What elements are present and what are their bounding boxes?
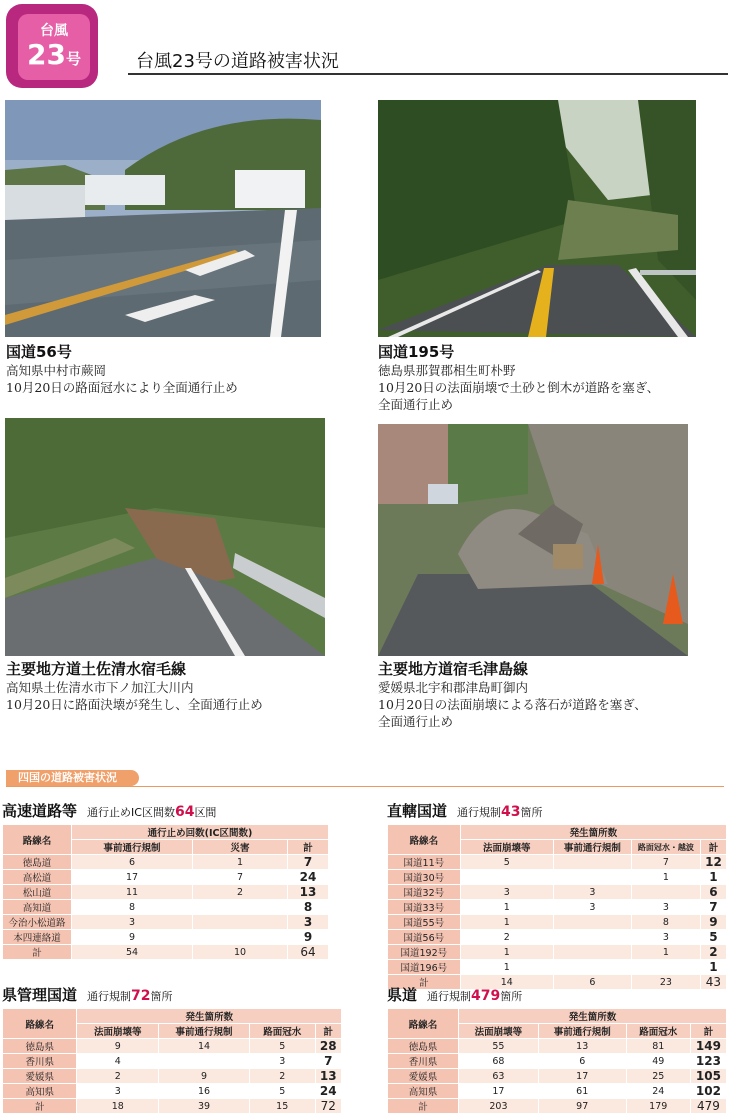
header-route: 路線名: [3, 825, 71, 854]
prefroad-heading: [387, 984, 727, 1005]
total-row: [3, 945, 328, 959]
cell-value: 54: [72, 945, 192, 959]
cell-value: 2: [193, 885, 287, 899]
cell-value: 7: [701, 900, 726, 914]
caption-route-name: 主要地方道宿毛津島線: [378, 660, 529, 678]
row-label: 香川県: [3, 1054, 76, 1068]
column-header: 災害: [193, 840, 287, 854]
note-number: 72: [131, 988, 151, 1004]
cell-value: 1: [701, 870, 726, 884]
note-pre: 通行規制: [427, 990, 472, 1003]
table-name: 高速道路等: [2, 802, 78, 820]
table-row: [3, 855, 328, 869]
caption-desc: 10月20日に路面決壊が発生し、全面通行止め: [6, 697, 263, 712]
total-row: [3, 1099, 341, 1113]
page-title: 台風23号の道路被害状況: [136, 51, 339, 72]
cell-value: 16: [159, 1084, 249, 1098]
cell-value: [632, 960, 700, 974]
caption-place: 徳島県那賀郡相生町朴野: [378, 363, 516, 378]
cell-value: 3: [288, 915, 328, 929]
row-label: 国道192号: [388, 945, 460, 959]
caption-desc-2: 全面通行止め: [378, 397, 454, 412]
prefmanaged-heading: [2, 984, 342, 1005]
cell-value: 3: [250, 1054, 315, 1068]
cell-value: 5: [250, 1039, 315, 1053]
table-row: [388, 1069, 726, 1083]
badge-top-text: 台風: [40, 23, 68, 39]
caption-route56: [6, 342, 326, 396]
table-row: [3, 930, 328, 944]
column-header: 法面崩壊等: [459, 1024, 538, 1038]
table-row: [388, 1084, 726, 1098]
column-header: 事前通行規制: [72, 840, 192, 854]
cell-value: 5: [250, 1084, 315, 1098]
note-number: 43: [501, 804, 521, 820]
cell-value: 7: [288, 855, 328, 869]
cell-value: 6: [701, 885, 726, 899]
table-note: [427, 990, 522, 1003]
cell-value: 17: [539, 1069, 626, 1083]
table-row: [3, 885, 328, 899]
caption-desc-2: 全面通行止め: [378, 714, 454, 729]
direct-heading: [387, 800, 727, 821]
photo-sukumo-tsushima: [378, 424, 688, 656]
row-label: 高松道: [3, 870, 71, 884]
cell-value: 12: [701, 855, 726, 869]
note-post: 箇所: [500, 990, 523, 1003]
column-header: 路面冠水: [250, 1024, 315, 1038]
cell-value: 13: [288, 885, 328, 899]
header-route: 路線名: [388, 1009, 458, 1038]
table-row: [3, 870, 328, 884]
cell-value: 3: [632, 930, 700, 944]
cell-value: [159, 1054, 249, 1068]
cell-value: [554, 945, 631, 959]
column-header: 路面冠水・越波: [632, 840, 700, 854]
cell-value: 1: [632, 945, 700, 959]
table-row: [388, 870, 726, 884]
caption-route-name: 国道195号: [378, 343, 455, 361]
row-label: 徳島県: [3, 1039, 76, 1053]
cell-value: 149: [691, 1039, 726, 1053]
prefmanaged-table: [2, 1008, 342, 1114]
cell-value: 479: [691, 1099, 726, 1113]
cell-value: 1: [461, 915, 553, 929]
badge-num-value: 23: [27, 38, 66, 71]
table-row: [3, 1054, 341, 1068]
prefroad-block: [387, 984, 727, 1114]
row-label: 高知県: [388, 1084, 458, 1098]
cell-value: 17: [72, 870, 192, 884]
caption-desc: 10月20日の法面崩壊による落石が道路を塞ぎ、: [378, 697, 647, 712]
cell-value: [193, 930, 287, 944]
photo-tosashimizu: [5, 418, 325, 656]
row-label: 計: [3, 945, 71, 959]
direct-table: [387, 824, 727, 990]
table-note: [457, 806, 542, 819]
table-row: [3, 1084, 341, 1098]
cell-value: 72: [316, 1099, 342, 1113]
cell-value: 14: [159, 1039, 249, 1053]
column-header: 法面崩壊等: [461, 840, 553, 854]
cell-value: [554, 855, 631, 869]
cell-value: 123: [691, 1054, 726, 1068]
row-label: 徳島道: [3, 855, 71, 869]
cell-value: 24: [316, 1084, 342, 1098]
cell-value: 3: [554, 885, 631, 899]
cell-value: 105: [691, 1069, 726, 1083]
cell-value: 13: [316, 1069, 342, 1083]
cell-value: 28: [316, 1039, 342, 1053]
row-label: 計: [3, 1099, 76, 1113]
table-row: [388, 945, 726, 959]
cell-value: [193, 900, 287, 914]
cell-value: 8: [632, 915, 700, 929]
column-header: 計: [701, 840, 726, 854]
cell-value: 64: [288, 945, 328, 959]
cell-value: [554, 870, 631, 884]
column-header: 事前通行規制: [554, 840, 631, 854]
cell-value: 14: [461, 975, 553, 989]
cell-value: 18: [77, 1099, 158, 1113]
cell-value: 2: [77, 1069, 158, 1083]
column-header: 計: [691, 1024, 726, 1038]
cell-value: 6: [539, 1054, 626, 1068]
cell-value: [554, 930, 631, 944]
cell-value: 9: [288, 930, 328, 944]
table-note: [87, 990, 172, 1003]
header-group: 発生箇所数: [459, 1009, 726, 1023]
cell-value: 2: [701, 945, 726, 959]
caption-sukumo-tsushima: [378, 659, 723, 730]
cell-value: 25: [627, 1069, 690, 1083]
row-label: 国道196号: [388, 960, 460, 974]
note-pre: 通行規制: [87, 990, 132, 1003]
cell-value: 9: [701, 915, 726, 929]
cell-value: 97: [539, 1099, 626, 1113]
table-name: 直轄国道: [387, 802, 448, 820]
table-row: [3, 915, 328, 929]
photo-route56: [5, 100, 321, 337]
row-label: 国道56号: [388, 930, 460, 944]
cell-value: 23: [632, 975, 700, 989]
row-label: 高知道: [3, 900, 71, 914]
cell-value: 8: [72, 900, 192, 914]
row-label: 計: [388, 1099, 458, 1113]
direct-block: [387, 800, 727, 990]
note-pre: 通行止めIC区間数: [87, 806, 175, 819]
column-header: 法面崩壊等: [77, 1024, 158, 1038]
cell-value: 10: [193, 945, 287, 959]
cell-value: 203: [459, 1099, 538, 1113]
cell-value: 61: [539, 1084, 626, 1098]
cell-value: 9: [77, 1039, 158, 1053]
cell-value: 68: [459, 1054, 538, 1068]
column-header: 事前通行規制: [159, 1024, 249, 1038]
header-row: [3, 825, 328, 839]
cell-value: 11: [72, 885, 192, 899]
cell-value: 1: [461, 900, 553, 914]
cell-value: 1: [632, 870, 700, 884]
cell-value: 2: [461, 930, 553, 944]
header-row: [3, 1009, 341, 1023]
cell-value: [554, 960, 631, 974]
table-row: [3, 900, 328, 914]
row-label: 国道11号: [388, 855, 460, 869]
row-label: 計: [388, 975, 460, 989]
cell-value: 3: [461, 885, 553, 899]
row-label: 松山道: [3, 885, 71, 899]
header-group: 発生箇所数: [461, 825, 726, 839]
cell-value: 5: [461, 855, 553, 869]
table-row: [388, 885, 726, 899]
table-row: [388, 915, 726, 929]
cell-value: 6: [72, 855, 192, 869]
typhoon-badge: [6, 4, 98, 88]
cell-value: 6: [554, 975, 631, 989]
note-number: 64: [174, 804, 195, 820]
note-number: 479: [471, 988, 501, 1004]
cell-value: 24: [627, 1084, 690, 1098]
cell-value: 1: [701, 960, 726, 974]
badge-number: [18, 40, 90, 74]
row-label: 香川県: [388, 1054, 458, 1068]
cell-value: 7: [316, 1054, 342, 1068]
table-row: [388, 960, 726, 974]
cell-value: 3: [632, 900, 700, 914]
table-row: [3, 1039, 341, 1053]
table-row: [388, 930, 726, 944]
cell-value: 7: [193, 870, 287, 884]
note-post: 箇所: [520, 806, 543, 819]
caption-route195: [378, 342, 723, 413]
row-label: 本四連絡道: [3, 930, 71, 944]
caption-place: 高知県土佐清水市下ノ加江大川内: [6, 680, 194, 695]
cell-value: 7: [632, 855, 700, 869]
caption-route-name: 国道56号: [6, 343, 72, 361]
row-label: 国道55号: [388, 915, 460, 929]
cell-value: 5: [701, 930, 726, 944]
header-row: [388, 825, 726, 839]
column-header: 計: [316, 1024, 342, 1038]
table-row: [388, 900, 726, 914]
cell-value: 24: [288, 870, 328, 884]
column-header: 計: [288, 840, 328, 854]
header-route: 路線名: [3, 1009, 76, 1038]
table-row: [3, 1069, 341, 1083]
row-label: 国道30号: [388, 870, 460, 884]
prefroad-table: [387, 1008, 727, 1114]
expressway-heading: [2, 800, 332, 821]
cell-value: 3: [554, 900, 631, 914]
cell-value: [554, 915, 631, 929]
cell-value: 81: [627, 1039, 690, 1053]
table-row: [388, 855, 726, 869]
cell-value: 1: [461, 960, 553, 974]
caption-place: 高知県中村市蕨岡: [6, 363, 107, 378]
row-label: 高知県: [3, 1084, 76, 1098]
cell-value: 43: [701, 975, 726, 989]
caption-desc: 10月20日の法面崩壊で土砂と倒木が道路を塞ぎ、: [378, 380, 660, 395]
cell-value: 55: [459, 1039, 538, 1053]
cell-value: 9: [159, 1069, 249, 1083]
header-group: 発生箇所数: [77, 1009, 341, 1023]
note-pre: 通行規制: [457, 806, 502, 819]
cell-value: 49: [627, 1054, 690, 1068]
cell-value: 39: [159, 1099, 249, 1113]
row-label: 愛媛県: [388, 1069, 458, 1083]
cell-value: [632, 885, 700, 899]
cell-value: 4: [77, 1054, 158, 1068]
typhoon-badge-inner: [18, 14, 90, 80]
cell-value: 3: [77, 1084, 158, 1098]
table-note: [87, 806, 216, 819]
note-post: 箇所: [150, 990, 173, 1003]
prefmanaged-block: [2, 984, 342, 1114]
cell-value: 8: [288, 900, 328, 914]
table-row: [388, 1054, 726, 1068]
cell-value: 102: [691, 1084, 726, 1098]
title-rule: [128, 73, 728, 75]
caption-place: 愛媛県北宇和郡津島町御内: [378, 680, 529, 695]
header-group: 通行止め回数(IC区間数): [72, 825, 328, 839]
photo-route195: [378, 100, 696, 337]
cell-value: 63: [459, 1069, 538, 1083]
cell-value: 9: [72, 930, 192, 944]
caption-tosashimizu: [6, 659, 346, 713]
cell-value: 179: [627, 1099, 690, 1113]
cell-value: 1: [461, 945, 553, 959]
cell-value: 1: [193, 855, 287, 869]
note-post: 区間: [194, 806, 217, 819]
cell-value: 3: [72, 915, 192, 929]
table-name: 県道: [387, 986, 418, 1004]
row-label: 今治小松道路: [3, 915, 71, 929]
cell-value: 13: [539, 1039, 626, 1053]
column-header: 事前通行規制: [539, 1024, 626, 1038]
table-name: 県管理国道: [2, 986, 78, 1004]
section-label: 四国の道路被害状況: [6, 770, 139, 786]
badge-num-suffix: 号: [65, 50, 81, 68]
header-route: 路線名: [388, 825, 460, 854]
row-label: 国道33号: [388, 900, 460, 914]
cell-value: [193, 915, 287, 929]
caption-route-name: 主要地方道土佐清水宿毛線: [6, 660, 187, 678]
expressway-block: [2, 800, 332, 960]
expressway-table: [2, 824, 329, 960]
total-row: [388, 1099, 726, 1113]
row-label: 愛媛県: [3, 1069, 76, 1083]
row-label: 徳島県: [388, 1039, 458, 1053]
table-row: [388, 1039, 726, 1053]
cell-value: 2: [250, 1069, 315, 1083]
cell-value: 17: [459, 1084, 538, 1098]
row-label: 国道32号: [388, 885, 460, 899]
cell-value: [461, 870, 553, 884]
column-header: 路面冠水: [627, 1024, 690, 1038]
header-row: [388, 1009, 726, 1023]
cell-value: 15: [250, 1099, 315, 1113]
caption-desc: 10月20日の路面冠水により全面通行止め: [6, 380, 238, 395]
